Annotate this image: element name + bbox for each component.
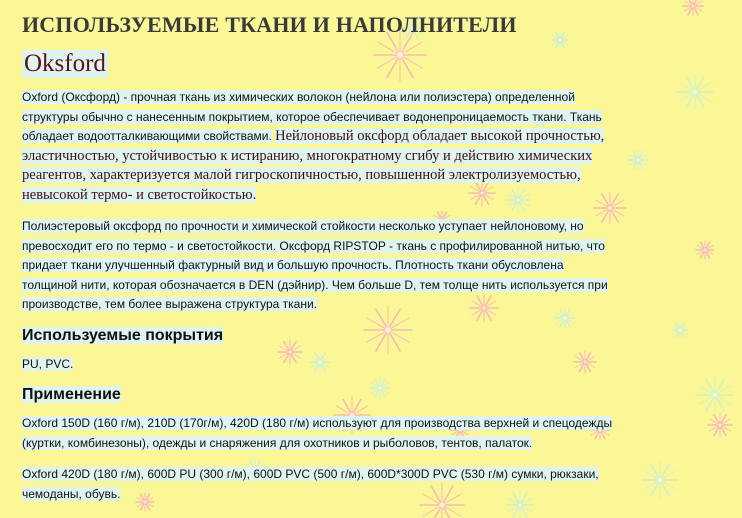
paragraph-oxford-description [22,88,622,205]
sparkle-star [642,462,678,498]
paragraph-polyester-text: Полиэстеровый оксфорд по прочности и химической стойкости несколько уступает нейлоновому, но превосходит его по термо - и светостойкости. Оксфорд RIPSTOP - ткань с профилированной нитью, что придает ткани улучшенный фактурный вид и большую прочность. Плотность ткани обусловлена толщиной нити, которая обозначается в DEN (дэйнир). Чем больше D, тем толще нить используется при производстве, тем более выражена структура ткани. [22,219,608,311]
sparkle-star [628,150,648,170]
paragraph-polyester-oxford [22,217,622,315]
usage-paragraph-bags [22,465,622,504]
coatings-heading-text: Используемые покрытия [22,326,224,344]
paragraph-oxford-intro: Oxford (Оксфорд) - прочная ткань из химических волокон (нейлона или полиэстера) определенной структуры обычно с нанесенным покрытием, которое обеспечивает водонепроницаемость ткани. Ткань обладает водоотталкивающими свойствами. [22,90,602,143]
coatings-heading [22,327,622,345]
section-title: Oksford [24,50,106,77]
page-title: ИСПОЛЬЗУЕМЫЕ ТКАНИ И НАПОЛНИТЕЛИ [22,12,517,37]
usage-heading-text: Применение [22,386,121,403]
sparkle-star [708,413,732,437]
sparkle-star [697,377,733,413]
sparkle-star [672,322,688,338]
article [22,12,622,516]
coatings-list [22,355,622,375]
usage-heading [22,386,622,404]
paragraph-nylon-properties: Нейлоновый оксфорд обладает высокой прочностью, эластичностью, устойчивостью к истиранию, многократному сгибу и действию химических реагентов, характеризуется малой гигроскопичностью, повышенной электролизуемостью, невысокой термо- и светостойкостью. [22,128,605,203]
usage-clothing-text: Oxford 150D (160 г/м), 210D (170г/м), 420D (180 г/м) используют для производства верхней и спецодежды (куртки, комбинезоны), одежды и снаряжения для охотников и рыболовов, тентов, палаток. [22,416,613,450]
sparkle-star [683,0,703,16]
sparkle-star [677,74,713,110]
sparkle-star [696,241,714,259]
usage-bags-text: Oxford 420D (180 г/м), 600D PU (300 г/м), 600D PVC (500 г/м), 600D*300D PVC (530 г/м) сумки, рюкзаки, чемоданы, обувь. [22,467,599,501]
usage-paragraph-clothing [22,414,622,453]
coatings-text: PU, PVC. [22,356,74,371]
